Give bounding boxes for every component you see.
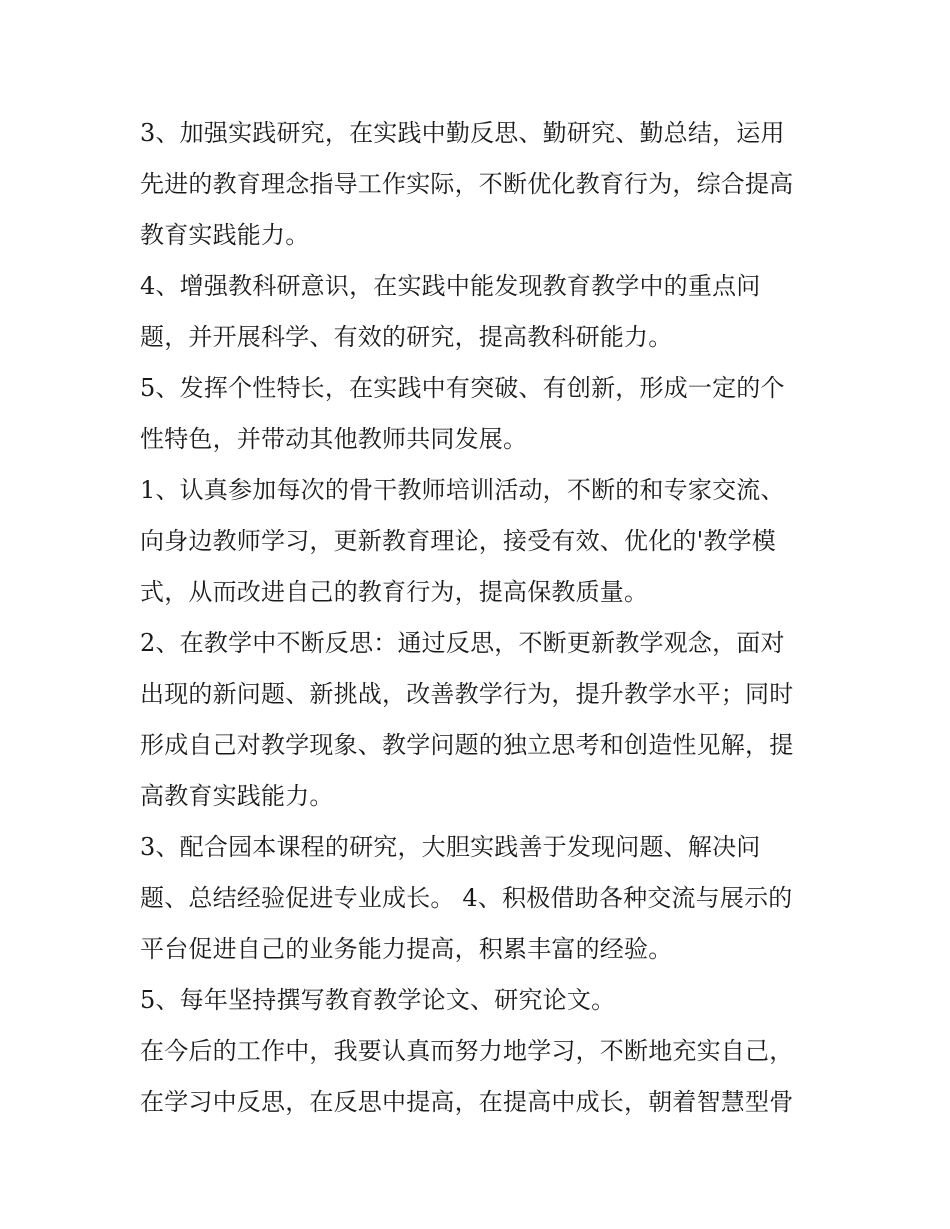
text-line: 题，并开展科学、有效的研究，提高教科研能力。 — [140, 323, 673, 351]
document-body — [140, 108, 820, 1128]
text-line: 3、配合园本课程的研究，大胆实践善于发现问题、解决问 — [140, 833, 761, 861]
text-line: 5、发挥个性特长，在实践中有突破、有创新，形成一定的个 — [140, 374, 785, 402]
text-line: 5、每年坚持撰写教育教学论文、研究论文。 — [140, 986, 616, 1014]
text-line: 在学习中反思，在反思中提高，在提高中成长，朝着智慧型骨 — [140, 1088, 794, 1116]
text-line: 高教育实践能力。 — [140, 782, 334, 810]
text-line: 平台促进自己的业务能力提高，积累丰富的经验。 — [140, 935, 673, 963]
text-line: 2、在教学中不断反思：通过反思，不断更新教学观念，面对 — [140, 629, 785, 657]
text-line: 向身边教师学习，更新教育理论，接受有效、优化的'教学模 — [140, 527, 776, 555]
text-line: 1、认真参加每次的骨干教师培训活动，不断的和专家交流、 — [140, 476, 785, 504]
text-line: 教育实践能力。 — [140, 221, 310, 249]
text-line: 性特色，并带动其他教师共同发展。 — [140, 425, 528, 453]
text-line: 题、总结经验促进专业成长。 4、积极借助各种交流与展示的 — [140, 884, 793, 912]
text-line: 式，从而改进自己的教育行为，提高保教质量。 — [140, 578, 649, 606]
text-line: 3、加强实践研究，在实践中勤反思、勤研究、勤总结，运用 — [140, 119, 785, 147]
text-line: 出现的新问题、新挑战，改善教学行为，提升教学水平；同时 — [140, 680, 794, 708]
text-line: 4、增强教科研意识，在实践中能发现教育教学中的重点问 — [140, 272, 761, 300]
text-line: 先进的教育理念指导工作实际，不断优化教育行为，综合提高 — [140, 170, 794, 198]
text-line: 在今后的工作中，我要认真而努力地学习，不断地充实自己， — [140, 1037, 794, 1065]
text-line: 形成自己对教学现象、教学问题的独立思考和创造性见解，提 — [140, 731, 794, 759]
